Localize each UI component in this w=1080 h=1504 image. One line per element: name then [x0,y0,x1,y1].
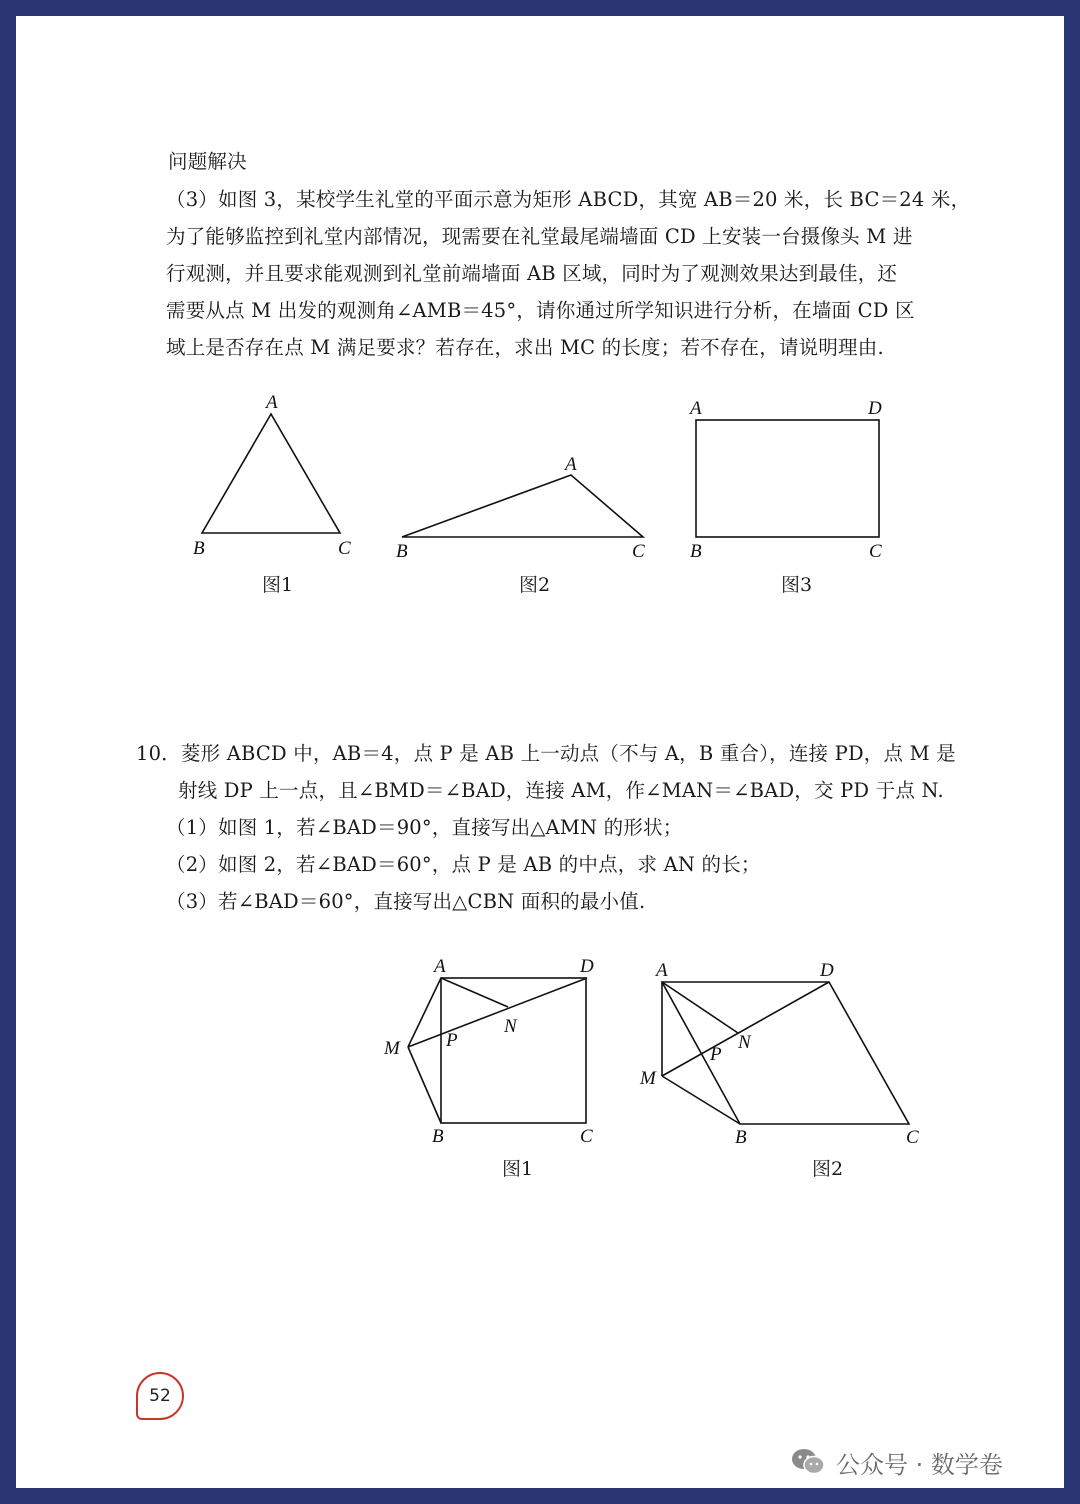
q9-part3-line-1: （3）如图 3，某校学生礼堂的平面示意为矩形 ABCD，其宽 AB＝20 米，长 BC＝24 米， [166,188,971,211]
fig3-caption: 图3 [781,574,813,596]
line-an-2 [662,982,738,1033]
fig3-label-b: B [690,541,702,562]
q10-fig1-label-d: D [580,956,594,977]
q10-fig2-label-n: N [738,1032,751,1053]
q10-figure-1 [383,956,594,1147]
page-number-badge [136,1372,184,1420]
triangle-abc-obtuse [402,475,643,537]
fig2-label-b: B [396,541,408,562]
wechat-icon [790,1447,826,1477]
fig1-label-c: C [338,538,351,559]
square-abcd [441,978,586,1123]
q10-fig1-caption: 图1 [502,1158,534,1180]
q10-line-5: （3）若∠BAD＝60°，直接写出△CBN 面积的最小值. [166,890,646,913]
fig2-label-a: A [565,454,577,475]
q10-line-2: 射线 DP 上一点，且∠BMD＝∠BAD，连接 AM，作∠MAN＝∠BAD，交 PD 于点 N. [178,779,944,802]
q10-fig2-label-b: B [735,1127,747,1148]
q10-fig2-label-p: P [710,1044,722,1065]
triangle-abc-equilateral [202,414,340,533]
line-an [441,978,508,1007]
q10-fig2-label-a: A [656,960,668,981]
fig3-label-a: A [690,398,702,419]
q10-fig1-label-m: M [384,1038,400,1059]
q10-fig1-label-c: C [580,1126,593,1147]
wechat-watermark [790,1442,1003,1482]
q10-fig1-label-b: B [432,1126,444,1147]
q10-fig2-label-d: D [820,960,834,981]
q10-fig1-label-n: N [504,1016,517,1037]
q9-part3-line-5: 域上是否存在点 M 满足要求？若存在，求出 MC 的长度；若不存在，请说明理由. [166,336,884,359]
q9-figure-3 [688,398,882,562]
q9-part3-line-2: 为了能够监控到礼堂内部情况，现需要在礼堂最尾端墙面 CD 上安装一台摄像头 M 进 [166,225,913,248]
line-mb-2 [662,1076,740,1124]
watermark-text: 公众号 · 数学卷 [836,1450,1003,1479]
section-heading: 问题解决 [168,150,247,173]
rhombus-abcd [662,982,909,1124]
line-mb [408,1047,441,1123]
q10-line-1: 10．菱形 ABCD 中，AB＝4，点 P 是 AB 上一动点（不与 A，B 重合），连接 PD，点 M 是 [136,742,956,765]
q10-fig2-caption: 图2 [812,1158,844,1180]
q10-line-4: （2）如图 2，若∠BAD＝60°，点 P 是 AB 的中点，求 AN 的长； [166,853,761,876]
q10-fig1-label-a: A [434,956,446,977]
figure-row-1 [16,16,1064,636]
q10-figure-2 [639,960,919,1148]
line-dm [408,978,587,1047]
q10-fig2-label-c: C [906,1127,919,1148]
q10-fig1-label-p: P [446,1030,458,1051]
fig3-label-c: C [869,541,882,562]
fig2-caption: 图2 [519,574,551,596]
page-sheet [16,16,1064,1488]
fig3-label-d: D [868,398,882,419]
fig1-caption: 图1 [262,574,294,596]
q9-figure-1 [193,392,351,559]
fig1-label-a: A [266,392,278,413]
figure-row-2 [16,936,1064,1176]
fig2-label-c: C [632,541,645,562]
fig1-label-b: B [193,538,205,559]
q9-figure-2 [396,454,645,562]
q9-part3-line-3: 行观测，并且要求能观测到礼堂前端墙面 AB 区域，同时为了观测效果达到最佳，还 [166,262,898,285]
q9-part3-line-4: 需要从点 M 出发的观测角∠AMB＝45°，请你通过所学知识进行分析，在墙面 CD 区 [166,299,915,322]
q10-line-3: （1）如图 1，若∠BAD＝90°，直接写出△AMN 的形状； [166,816,683,839]
rectangle-abcd [696,420,879,537]
q10-fig2-label-m: M [640,1068,656,1089]
page-number: 52 [149,1386,171,1406]
